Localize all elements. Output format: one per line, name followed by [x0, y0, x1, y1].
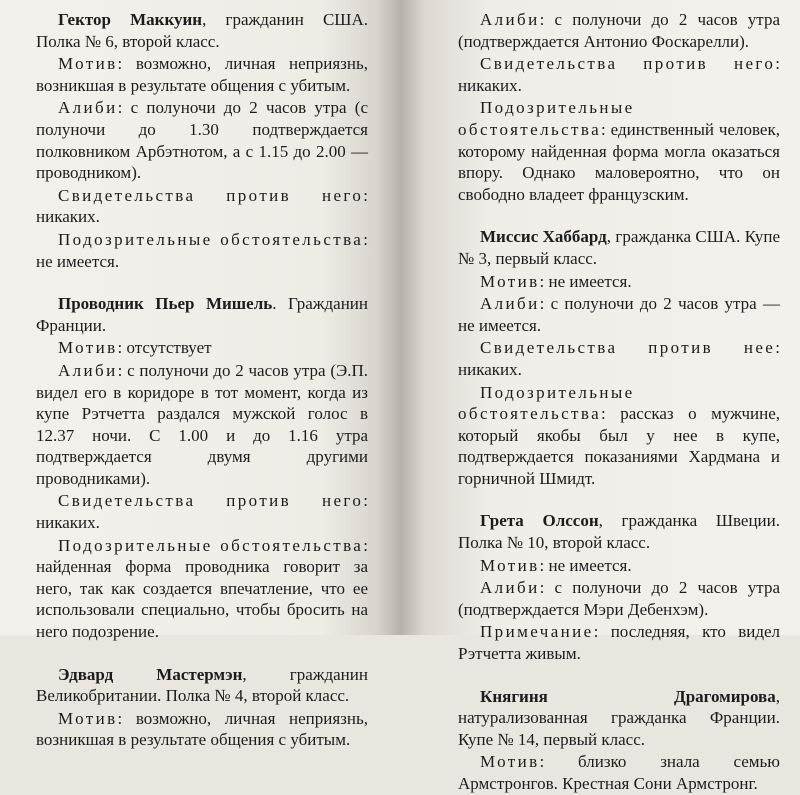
suspect-intro: , гражданка Швеции. Полка № 10, второй класс. [458, 511, 780, 553]
field-text: : никаких. [36, 185, 368, 227]
entry-gap [458, 665, 780, 686]
suspect-name: Княгиня Драгомирова [480, 686, 776, 706]
suspect-heading [458, 686, 780, 751]
field-label: Подозрительные обстоятельства [458, 98, 635, 139]
field-paragraph [458, 621, 780, 664]
suspect-intro: . Гражданин Франции. [36, 294, 368, 335]
field-text: : отсутствует [117, 338, 212, 358]
suspect-entry [458, 226, 780, 489]
field-text: : найденная форма проводника говорит за него, так как создается впечатление, что ее использовали специально, чтобы бросить на него подозрение. [36, 535, 368, 642]
field-label: Мотив [480, 555, 540, 575]
suspect-heading [458, 510, 780, 553]
suspect-heading [36, 9, 368, 52]
field-label: Подозрительные обстоятельства [58, 535, 364, 555]
left-page [0, 0, 400, 750]
field-text: : с полуночи до 2 часов утра — не имеется. [458, 294, 780, 335]
field-text: : не имеется. [539, 555, 632, 575]
field-text: : не имеется. [36, 229, 368, 271]
field-label: Алиби [480, 578, 540, 598]
field-label: Примечание [480, 622, 594, 642]
field-label: Подозрительные обстоятельства [58, 229, 364, 249]
field-label: Подозрительные обстоятельства [458, 382, 635, 424]
suspect-entry [458, 686, 780, 795]
suspect-entry [36, 9, 368, 272]
suspect-intro: , гражданка США. Купе № 3, первый класс. [458, 227, 780, 268]
field-label: Свидетельства против него [58, 185, 364, 205]
field-paragraph [458, 382, 780, 490]
field-label: Свидетельства против него [480, 54, 776, 74]
field-paragraph [36, 229, 368, 272]
field-paragraph [458, 271, 780, 293]
field-paragraph [458, 53, 780, 96]
field-text: : возможно, личная неприязнь, возникшая в результате общения с убитым. [36, 708, 368, 750]
field-paragraph [458, 555, 780, 577]
field-text: : с полуночи до 2 часов утра (подтверждается Антонио Фоскарелли). [458, 10, 780, 51]
field-label: Алиби [58, 98, 118, 118]
field-text: : рассказ о мужчине, который якобы был у нее в купе, подтверждается показаниями Хардмана и горничной Шмидт. [458, 404, 780, 488]
field-paragraph [458, 337, 780, 380]
field-text: : с полуночи до 2 часов утра (с полуночи до 1.30 подтверждается полковником Арбэтнотом, а с 1.15 до 2.00 — проводником). [36, 98, 368, 183]
field-text: : никаких. [458, 54, 780, 95]
field-text: : не имеется. [539, 271, 632, 291]
field-text: : с полуночи до 2 часов утра (подтверждается Мэри Дебенхэм). [458, 578, 780, 619]
suspect-intro: , гражданин США. Полка № 6, второй класс. [36, 10, 368, 51]
field-text: : никаких. [36, 491, 368, 533]
right-column [458, 9, 780, 795]
field-text: : возможно, личная неприязнь, возникшая в результате общения с убитым. [36, 54, 368, 95]
field-text: : близко знала семью Армстронгов. Крестная Сони Армстронг. [458, 752, 780, 793]
field-text: : последняя, кто видел Рэтчетта живым. [458, 622, 780, 664]
field-text: : единственный человек, которому найденная форма могла оказаться впору. Однако маловероятно, что он свободно владеет французским. [458, 119, 780, 204]
field-paragraph [36, 53, 368, 96]
suspect-intro: , натурализованная гражданка Франции. Купе № 14, первый класс. [458, 686, 780, 749]
field-paragraph [36, 185, 368, 228]
left-column [36, 9, 368, 751]
suspect-entry [458, 9, 780, 205]
field-label: Алиби [480, 10, 540, 29]
field-label: Свидетельства против него [58, 491, 364, 511]
field-paragraph [458, 751, 780, 794]
field-text: : никаких. [458, 338, 780, 379]
field-label: Алиби [480, 294, 540, 314]
entry-gap [36, 272, 368, 293]
suspect-name: Эдвард Мастермэн [58, 664, 243, 684]
field-label: Мотив [58, 708, 118, 728]
suspect-entry [36, 664, 368, 751]
suspect-name: Миссис Хаббард [480, 227, 607, 247]
field-text: : с полуночи до 2 часов утра (Э.П. видел его в коридоре в тот момент, когда из купе Рэтчетта раздался мужской голос в 12.37 ночи. С 1.00 и до 1.16 утра подтверждается двумя другими проводниками). [36, 360, 368, 488]
suspect-heading [36, 664, 368, 707]
suspect-heading [458, 226, 780, 269]
suspect-intro: , гражданин Великобритании. Полка № 4, второй класс. [36, 664, 368, 706]
field-paragraph [36, 535, 368, 643]
field-paragraph [36, 490, 368, 533]
field-label: Мотив [480, 271, 540, 291]
field-paragraph [458, 577, 780, 620]
suspect-name: Проводник Пьер Мишель [58, 294, 273, 314]
field-paragraph [36, 708, 368, 751]
field-label: Свидетельства против нее [480, 338, 776, 358]
suspect-entry [36, 293, 368, 643]
field-label: Алиби [58, 360, 118, 380]
field-paragraph [36, 97, 368, 183]
field-paragraph [458, 97, 780, 205]
suspect-heading [36, 293, 368, 336]
entry-gap [36, 643, 368, 664]
suspect-name: Гектор Маккуин [58, 10, 203, 29]
field-paragraph [36, 360, 368, 490]
field-label: Мотив [58, 338, 118, 358]
field-label: Мотив [58, 54, 118, 74]
suspect-name: Грета Олссон [480, 511, 599, 531]
field-label: Мотив [480, 752, 540, 772]
field-paragraph [458, 293, 780, 336]
field-paragraph [458, 9, 780, 52]
right-page [400, 0, 800, 793]
entry-gap [458, 489, 780, 510]
entry-gap [458, 205, 780, 226]
field-paragraph [36, 337, 368, 359]
suspect-entry [458, 510, 780, 664]
